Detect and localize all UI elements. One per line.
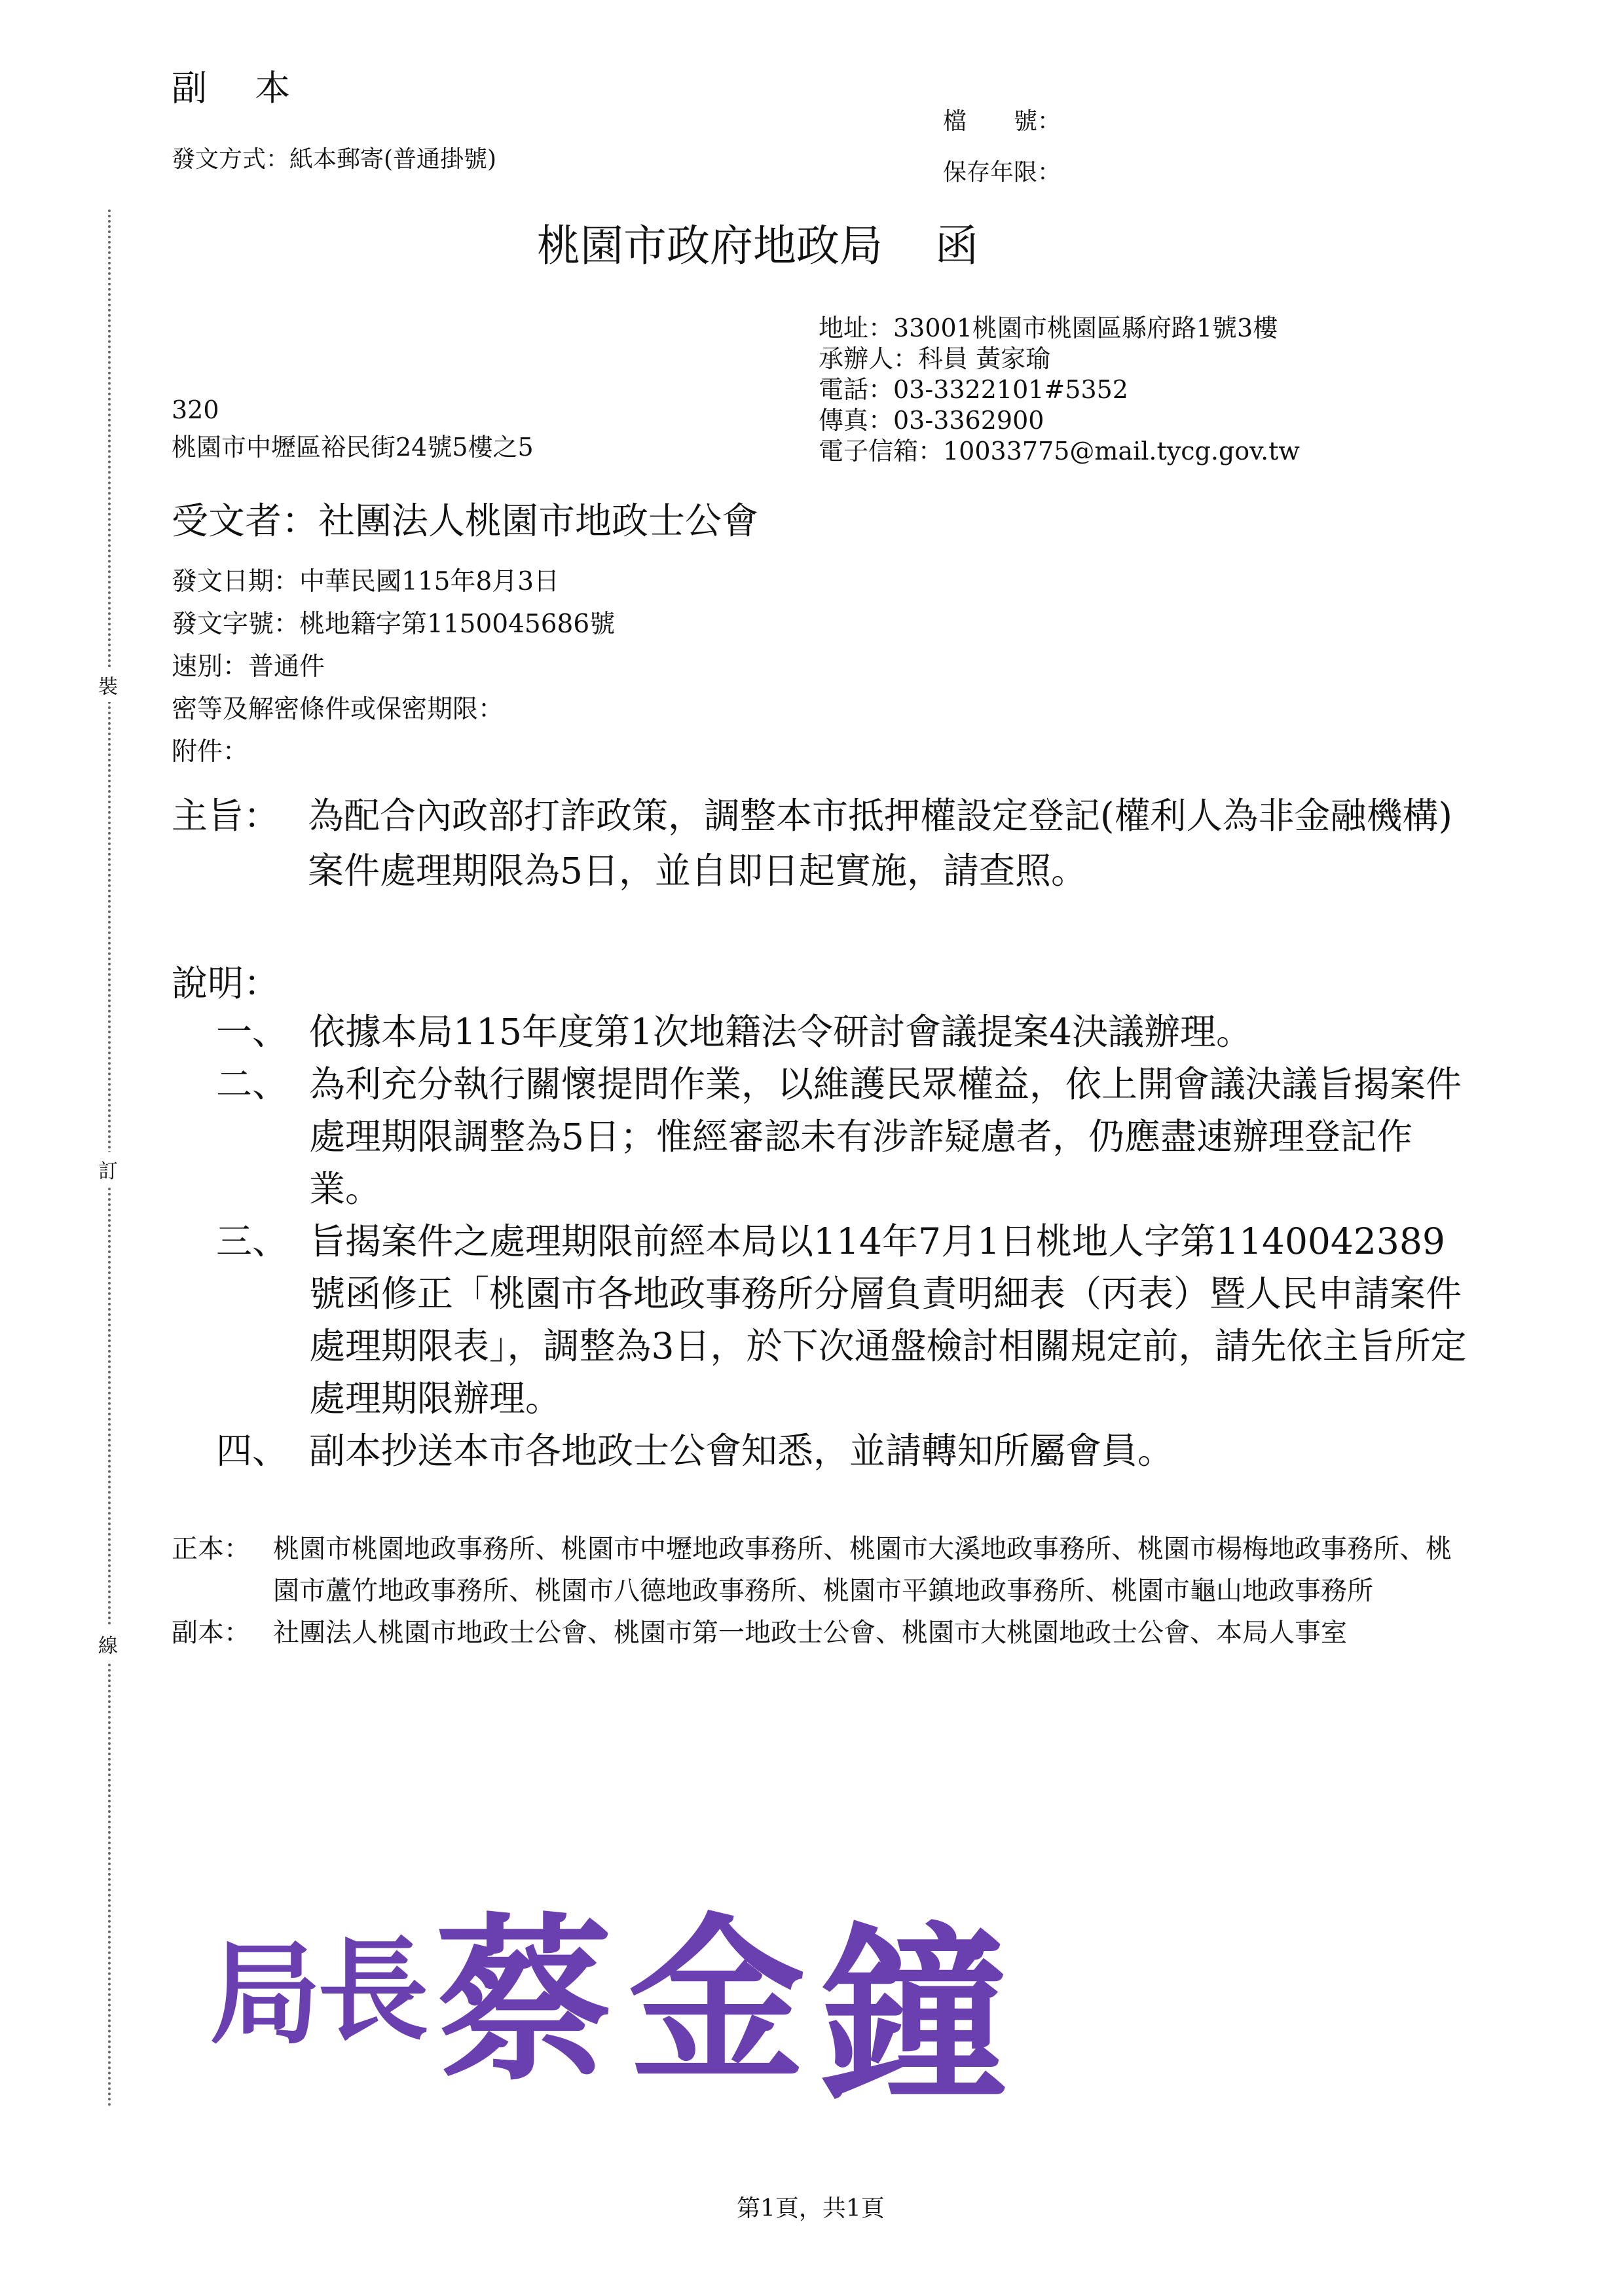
sender-info — [819, 313, 1300, 467]
item-number: 四、 — [216, 1430, 289, 1472]
page-number: 第1頁，共1頁 — [737, 2195, 885, 2222]
explanation-item — [216, 1425, 1473, 1477]
distribution — [172, 1528, 1462, 1654]
recipient: 受文者：社團法人桃園市地政士公會 — [172, 500, 758, 543]
stamp-char-zhong: 鐘 — [819, 1904, 1008, 2115]
subject-text: 為配合內政部打詐政策，調整本市抵押權設定登記(權利人為非金融機構)案件處理期限為5日，並自即日起實施，請查照。 — [308, 795, 1452, 892]
explanation-item — [216, 1215, 1473, 1425]
explanation-item — [216, 1058, 1473, 1215]
sender-phone: 電話：03-3322101#5352 — [819, 375, 1128, 404]
copy-recipients — [172, 1612, 1462, 1654]
attachments: 附件： — [172, 737, 249, 767]
subject — [172, 788, 1468, 898]
binding-mark-xian: 線 — [98, 1627, 118, 1661]
recipient-street: 桃園市中壢區裕民街24號5樓之5 — [172, 433, 534, 462]
original-label: 正本： — [172, 1534, 250, 1564]
explanation-items — [216, 1006, 1473, 1477]
sender-fax: 傳真：03-3362900 — [819, 406, 1044, 435]
sender-address: 地址：33001桃園市桃園區縣府路1號3樓 — [819, 314, 1278, 342]
agency-name: 桃園市政府地政局 — [537, 221, 883, 271]
stamp-char-zhang: 長 — [318, 1925, 430, 2056]
postal-code: 320 — [172, 395, 219, 424]
retention-period: 保存年限： — [943, 159, 1061, 186]
original-recipients — [172, 1528, 1462, 1612]
issue-date: 發文日期：中華民國115年8月3日 — [172, 567, 560, 596]
speed-class: 速別：普通件 — [172, 652, 325, 682]
issue-number: 發文字號：桃地籍字第1150045686號 — [172, 610, 616, 639]
sender-email: 電子信箱：10033775@mail.tycg.gov.tw — [819, 437, 1300, 465]
item-text: 為利充分執行關懷提問作業，以維護民眾權益，依上開會議決議旨揭案件處理期限調整為5日；惟經審認未有涉詐疑慮者，仍應盡速辦理登記作業。 — [309, 1063, 1462, 1210]
document-type: 函 — [935, 221, 978, 271]
document-title — [537, 211, 978, 273]
subject-label: 主旨： — [172, 795, 280, 837]
recipient-address — [172, 392, 534, 466]
secrecy-level: 密等及解密條件或保密期限： — [172, 695, 504, 724]
binding-mark-ding: 訂 — [98, 1152, 118, 1186]
send-method: 發文方式：紙本郵寄(普通掛號) — [172, 146, 497, 173]
item-number: 二、 — [216, 1063, 289, 1105]
stamp-char-ju: 局 — [210, 1929, 322, 2060]
copy-list: 社團法人桃園市地政士公會、桃園市第一地政士公會、桃園市大桃園地政士公會、本局人事室 — [273, 1618, 1347, 1648]
item-text: 旨揭案件之處理期限前經本局以114年7月1日桃地人字第1140042389號函修正「桃園市各地政事務所分層負責明細表（丙表）暨人民申請案件處理期限表」，調整為3日，於下次通盤檢討相關規定前，請先依主旨所定處理期限辦理。 — [309, 1220, 1467, 1419]
item-number: 三、 — [216, 1220, 289, 1262]
sender-contact: 承辦人：科員 黃家瑜 — [819, 344, 1051, 373]
item-text: 依據本局115年度第1次地籍法令研討會議提案4決議辦理。 — [309, 1011, 1252, 1053]
stamp-char-jin: 金 — [629, 1896, 805, 2104]
item-number: 一、 — [216, 1011, 289, 1053]
copy-label: 副 本 — [172, 67, 309, 109]
original-list: 桃園市桃園地政事務所、桃園市中壢地政事務所、桃園市大溪地政事務所、桃園市楊梅地政事務所、桃園市蘆竹地政事務所、桃園市八德地政事務所、桃園市平鎮地政事務所、桃園市龜山地政事務所 — [273, 1534, 1452, 1606]
director-signature-stamp — [210, 1866, 1028, 2115]
copy-label: 副本： — [172, 1618, 250, 1648]
binding-mark-zhuang: 裝 — [98, 668, 118, 702]
item-text: 副本抄送本市各地政士公會知悉，並請轉知所屬會員。 — [309, 1430, 1174, 1472]
explanation-label: 說明： — [172, 962, 280, 1004]
stamp-char-cai: 蔡 — [435, 1896, 612, 2104]
file-number: 檔 號： — [943, 108, 1061, 135]
document-meta — [172, 560, 615, 773]
explanation-item — [216, 1006, 1473, 1058]
